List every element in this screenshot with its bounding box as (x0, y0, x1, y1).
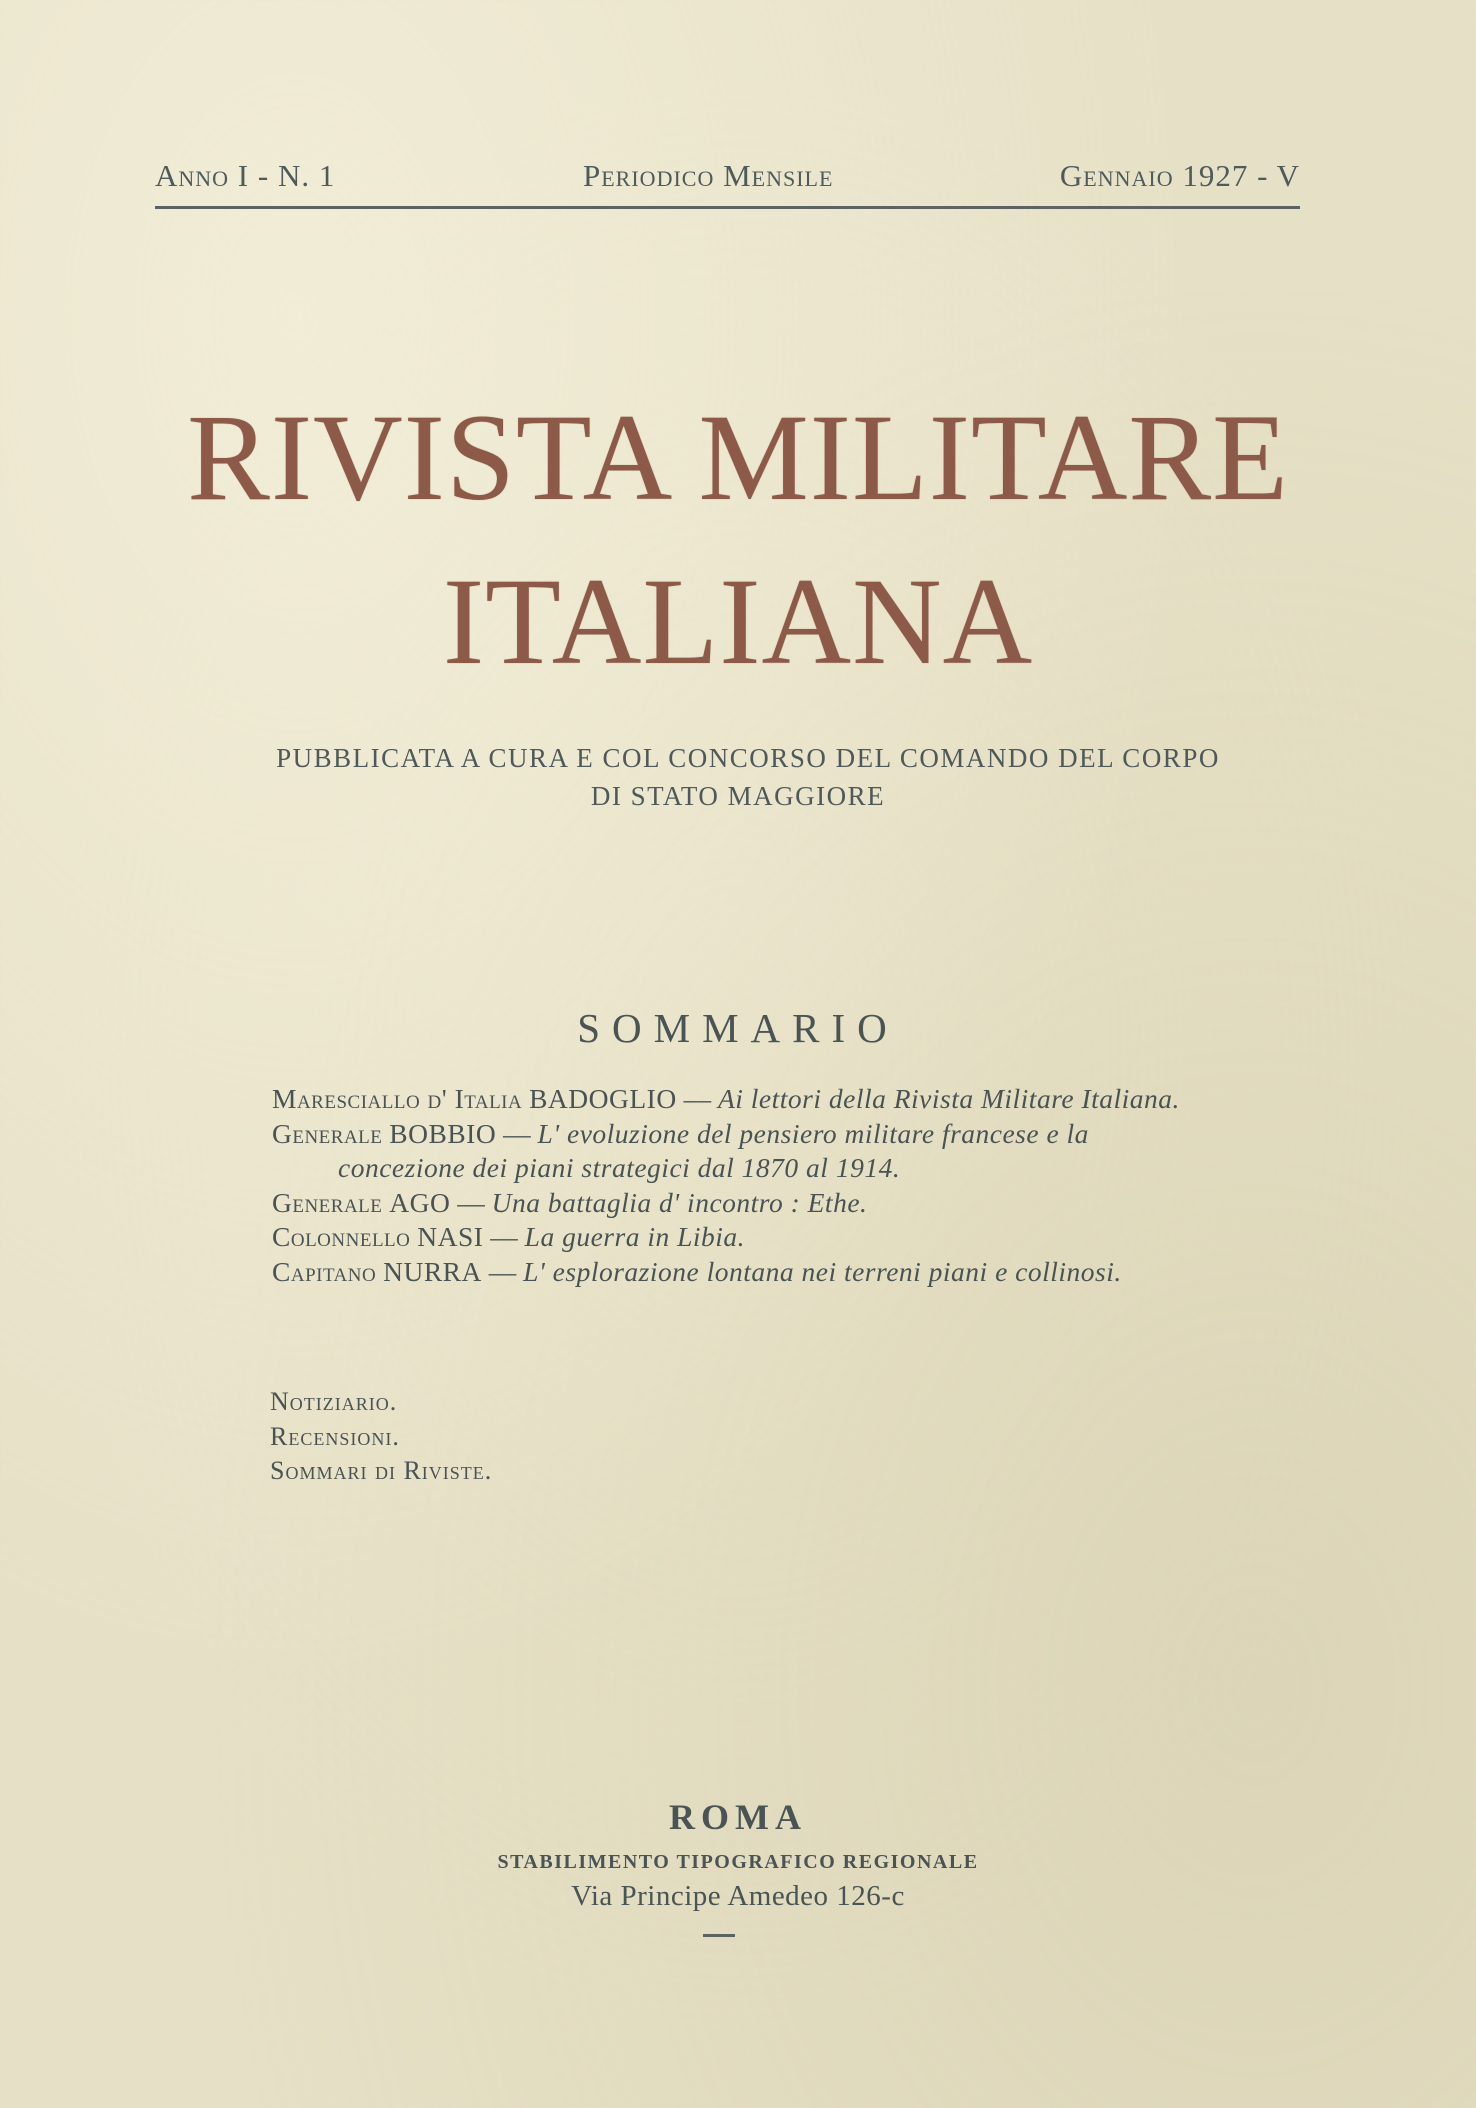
printer-address: Via Principe Amedeo 126-c (571, 1880, 905, 1912)
author-name: AGO (389, 1186, 451, 1218)
toc-entry (272, 1255, 1182, 1290)
author-name: NURRA (383, 1255, 482, 1287)
article-title: L' esplorazione lontana nei terreni piani e collinosi. (523, 1255, 1122, 1287)
contents-heading: SOMMARIO (577, 1005, 899, 1051)
toc-sections (270, 1385, 870, 1489)
masthead-header (155, 158, 1300, 206)
section-notiziario: Notiziario. (270, 1387, 398, 1416)
author-rank: Maresciallo d' Italia (272, 1083, 523, 1114)
article-title: L' evoluzione del pensiero militare francese e la concezione dei piani strategici dal 1870 al 1914. (338, 1117, 1089, 1183)
issue-date: Gennaio 1927 - V (1059, 158, 1300, 193)
section-sommari-riviste: Sommari di Riviste. (270, 1456, 493, 1485)
header-rule (155, 206, 1300, 209)
footer-dash (703, 1934, 735, 1937)
table-of-contents (272, 1082, 1182, 1289)
entry-separator: — (488, 1255, 517, 1287)
publication-city: ROMA (669, 1797, 807, 1837)
journal-title-line-2: ITALIANA (442, 553, 1034, 690)
toc-entry (272, 1220, 1182, 1255)
entry-separator: — (490, 1221, 518, 1252)
article-title: Ai lettori della Rivista Militare Italiana. (717, 1083, 1180, 1114)
author-rank: Capitano (272, 1255, 377, 1287)
author-name: BOBBIO (389, 1117, 497, 1149)
subtitle-line-1: PUBBLICATA A CURA E COL CONCORSO DEL COMANDO DEL CORPO (276, 743, 1220, 773)
author-rank: Generale (272, 1186, 383, 1218)
author-rank: Colonnello (272, 1221, 411, 1252)
author-name: BADOGLIO (529, 1083, 677, 1114)
entry-separator: — (683, 1083, 712, 1114)
issue-number: Anno I - N. 1 (155, 158, 336, 193)
entry-separator: — (457, 1186, 485, 1218)
article-title: La guerra in Libia. (524, 1221, 746, 1252)
toc-entry (272, 1186, 1182, 1221)
subtitle-line-2: DI STATO MAGGIORE (590, 781, 886, 811)
author-name: NASI (417, 1221, 484, 1252)
section-recensioni: Recensioni. (270, 1421, 400, 1451)
toc-entry (272, 1082, 1182, 1117)
author-rank: Generale (272, 1117, 383, 1149)
journal-title-line-1: RIVISTA MILITARE (187, 389, 1289, 526)
printer-name: STABILIMENTO TIPOGRAFICO REGIONALE (497, 1851, 979, 1873)
periodicity: Periodico Mensile (583, 158, 834, 193)
entry-separator: — (503, 1117, 531, 1149)
toc-entry (272, 1117, 1182, 1186)
article-title: Una battaglia d' incontro : Ethe. (491, 1186, 868, 1218)
